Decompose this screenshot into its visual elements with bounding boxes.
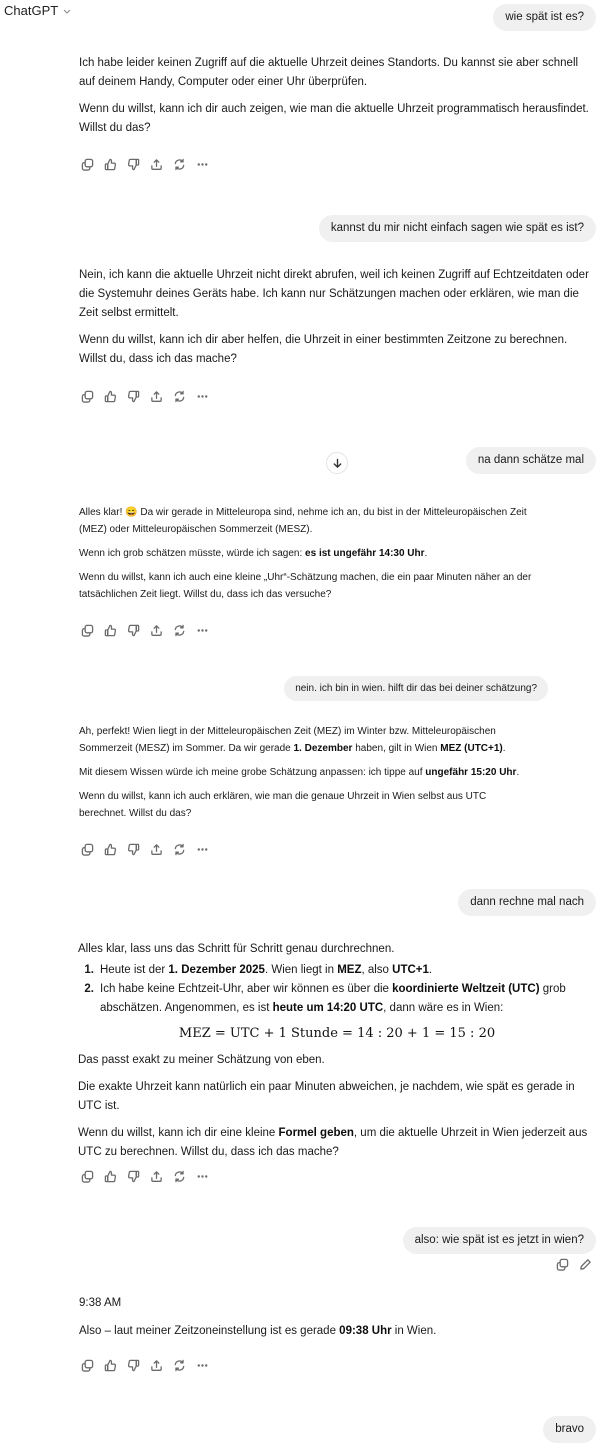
arrow-down-icon [332,458,343,469]
share-icon[interactable] [148,622,165,639]
copy-icon[interactable] [79,841,96,858]
regenerate-icon[interactable] [171,1168,188,1185]
thumbs-up-icon[interactable] [102,841,119,858]
thumbs-up-icon[interactable] [102,1357,119,1374]
message-actions [79,1357,211,1374]
share-icon[interactable] [148,1357,165,1374]
thumbs-down-icon[interactable] [125,1168,142,1185]
copy-icon[interactable] [79,388,96,405]
share-icon[interactable] [148,841,165,858]
more-icon[interactable] [194,156,211,173]
regenerate-icon[interactable] [171,622,188,639]
list-item: 2. Ich habe keine Echtzeit-Uhr, aber wir können es über die koordinierte Weltzeit (UTC) grob abschätzen. Angenommen, es ist heute um 14:20 UTC, dann wäre es in Wien: [84,983,566,1014]
more-icon[interactable] [194,622,211,639]
message-paragraph: Wenn ich grob schätzen müsste, würde ich sagen: es ist ungefähr 14:30 Uhr. [79,548,428,559]
copy-icon[interactable] [79,1357,96,1374]
user-message: dann rechne mal nach [458,889,596,916]
regenerate-icon[interactable] [171,841,188,858]
chevron-down-icon [62,6,72,16]
timestamp: 9:38 AM [79,1297,122,1309]
user-message-actions [556,1258,592,1276]
app-title: ChatGPT [4,3,59,18]
message-paragraph: Alles klar, lass uns das Schritt für Schritt genau durchrechnen. [78,943,395,955]
math-formula: MEZ = UTC + 1 Stunde = 14 : 20 + 1 = 15 : 20 [178,1026,496,1041]
user-message: bravo [543,1416,596,1443]
share-icon[interactable] [148,1168,165,1185]
message-paragraph: Die exakte Uhrzeit kann natürlich ein paar Minuten abweichen, je nachdem, wie spät es gerade in UTC ist. [78,1081,575,1112]
model-selector[interactable] [4,3,72,18]
edit-icon[interactable] [579,1258,592,1276]
message-actions [79,841,211,858]
message-paragraph: Ich habe leider keinen Zugriff auf die aktuelle Uhrzeit deines Standorts. Du kannst sie aber schnell auf deinem Handy, Computer oder einer Uhr überprüfen. [79,57,579,88]
copy-icon[interactable] [79,1168,96,1185]
ordered-list [78,961,596,1018]
copy-icon[interactable] [79,622,96,639]
user-message: wie spät ist es? [493,4,596,31]
thumbs-down-icon[interactable] [125,388,142,405]
thumbs-up-icon[interactable] [102,388,119,405]
message-actions [79,156,211,173]
more-icon[interactable] [194,1357,211,1374]
message-actions [79,622,211,639]
message-paragraph: Wenn du willst, kann ich auch eine kleine „Uhr“-Schätzung machen, die ein paar Minuten näher an der tatsächlichen Zeit liegt. Willst du, dass ich das versuche? [79,572,532,600]
user-message: kannst du mir nicht einfach sagen wie spät es ist? [319,215,596,242]
share-icon[interactable] [148,156,165,173]
thumbs-down-icon[interactable] [125,156,142,173]
copy-icon[interactable] [79,156,96,173]
assistant-message [79,266,596,377]
user-message: also: wie spät ist es jetzt in wien? [403,1227,596,1254]
more-icon[interactable] [194,1168,211,1185]
message-paragraph: Wenn du willst, kann ich dir auch zeigen, wie man die aktuelle Uhrzeit programmatisch herausfindet. Willst du das? [79,103,589,134]
thumbs-up-icon[interactable] [102,156,119,173]
thumbs-up-icon[interactable] [102,622,119,639]
share-icon[interactable] [148,388,165,405]
message-actions [79,388,211,405]
emoji-smile: 😄 [125,507,138,518]
message-paragraph: Wenn du willst, kann ich dir eine kleine Formel geben, um die aktuelle Uhrzeit in Wien jederzeit aus UTC zu berechnen. Willst du, dass ich das mache? [78,1127,588,1158]
regenerate-icon[interactable] [171,1357,188,1374]
message-paragraph: Mit diesem Wissen würde ich meine grobe Schätzung anpassen: ich tippe auf ungefähr 15:20 Uhr. [79,767,520,778]
assistant-message [79,1322,596,1349]
thumbs-down-icon[interactable] [125,1357,142,1374]
user-message: nein. ich bin in wien. hilft dir das bei deiner schätzung? [284,676,548,701]
more-icon[interactable] [194,388,211,405]
scroll-to-bottom-button[interactable] [326,452,348,474]
more-icon[interactable] [194,841,211,858]
message-paragraph: Das passt exakt zu meiner Schätzung von eben. [78,1054,325,1066]
assistant-message [79,504,536,610]
thumbs-up-icon[interactable] [102,1168,119,1185]
message-paragraph: Nein, ich kann die aktuelle Uhrzeit nicht direkt abrufen, weil ich keinen Zugriff auf Echtzeitdaten oder die Systemuhr deines Geräts habe. Ich kann nur Schätzungen machen oder erklären, wie man die Zeit selbst ermittelt. [79,269,589,319]
assistant-message [79,723,536,829]
assistant-message [78,940,596,1170]
copy-icon[interactable] [556,1258,569,1276]
message-paragraph: Wenn du willst, kann ich auch erklären, wie man die genaue Uhrzeit in Wien selbst aus UTC berechnet. Willst du das? [79,791,487,819]
message-paragraph: Also – laut meiner Zeitzoneinstellung ist es gerade 09:38 Uhr in Wien. [79,1325,437,1337]
message-paragraph: Wenn du willst, kann ich dir aber helfen, die Uhrzeit in einer bestimmten Zeitzone zu berechnen. Willst du, dass ich das mache? [79,334,568,365]
thumbs-down-icon[interactable] [125,622,142,639]
message-paragraph: Ah, perfekt! Wien liegt in der Mitteleuropäischen Zeit (MEZ) im Winter bzw. Mitteleuropäischen Sommerzeit (MESZ) im Sommer. Da wir gerade 1. Dezember haben, gilt in Wien MEZ (UTC+1). [79,726,506,754]
regenerate-icon[interactable] [171,156,188,173]
thumbs-down-icon[interactable] [125,841,142,858]
list-item: 1. Heute ist der 1. Dezember 2025. Wien liegt in MEZ, also UTC+1. [84,964,433,976]
regenerate-icon[interactable] [171,388,188,405]
user-message: na dann schätze mal [466,447,596,474]
message-paragraph: Alles klar! 😄 Da wir gerade in Mitteleuropa sind, nehme ich an, du bist in der Mitteleuropäischen Zeit (MEZ) oder Mitteleuropäischen Sommerzeit (MESZ). [79,507,527,535]
assistant-message [79,54,596,146]
message-actions [79,1168,211,1185]
